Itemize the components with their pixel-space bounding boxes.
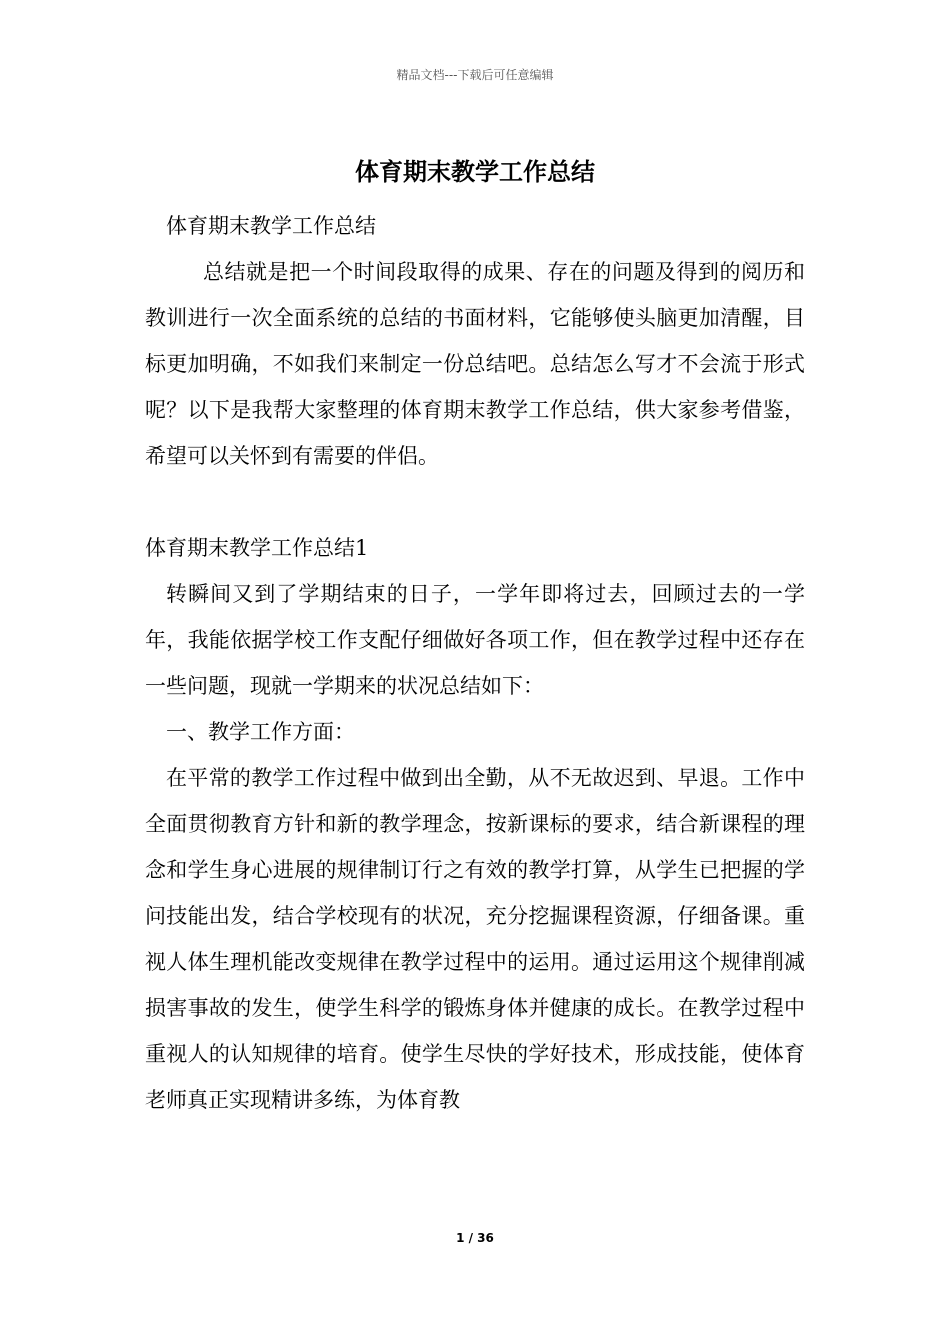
page-header: 精品文档---下载后可任意编辑 <box>396 68 554 82</box>
paragraph-spacer <box>145 479 805 525</box>
document-body <box>145 203 805 1123</box>
document-title: 体育期末教学工作总结 <box>355 158 595 186</box>
page-number: 1 / 36 <box>456 1231 494 1245</box>
document-subtitle: 体育期末教学工作总结 <box>166 214 376 238</box>
body-paragraph-2: 在平常的教学工作过程中做到出全勤，从不无故迟到、早退。工作中全面贯彻教育方针和新的教学理念，按新课标的要求，结合新课程的理念和学生身心进展的规律制订行之有效的教学打算，从学生已把握的学问技能出发，结合学校现有的状况，充分挖掘课程资源，仔细备课。重视人体生理机能改变规律在教学过程中的运用。通过运用这个规律削减损害事故的发生，使学生科学的锻炼身体并健康的成长。在教学过程中重视人的认知规律的培育。使学生尽快的学好技术，形成技能，使体育老师真正实现精讲多练，为体育教 <box>145 766 805 1112</box>
section-heading: 体育期末教学工作总结1 <box>145 536 369 560</box>
subheading-teaching-work: 一、教学工作方面： <box>166 720 355 744</box>
body-paragraph-1: 转瞬间又到了学期结束的日子，一学年即将过去，回顾过去的一学年，我能依据学校工作支配仔细做好各项工作，但在教学过程中还存在一些问题，现就一学期来的状况总结如下： <box>145 582 805 698</box>
intro-paragraph: 总结就是把一个时间段取得的成果、存在的问题及得到的阅历和教训进行一次全面系统的总结的书面材料，它能够使头脑更加清醒，目标更加明确，不如我们来制定一份总结吧。总结怎么写才不会流于形式呢？以下是我帮大家整理的体育期末教学工作总结，供大家参考借鉴，希望可以关怀到有需要的伴侣。 <box>145 260 805 468</box>
